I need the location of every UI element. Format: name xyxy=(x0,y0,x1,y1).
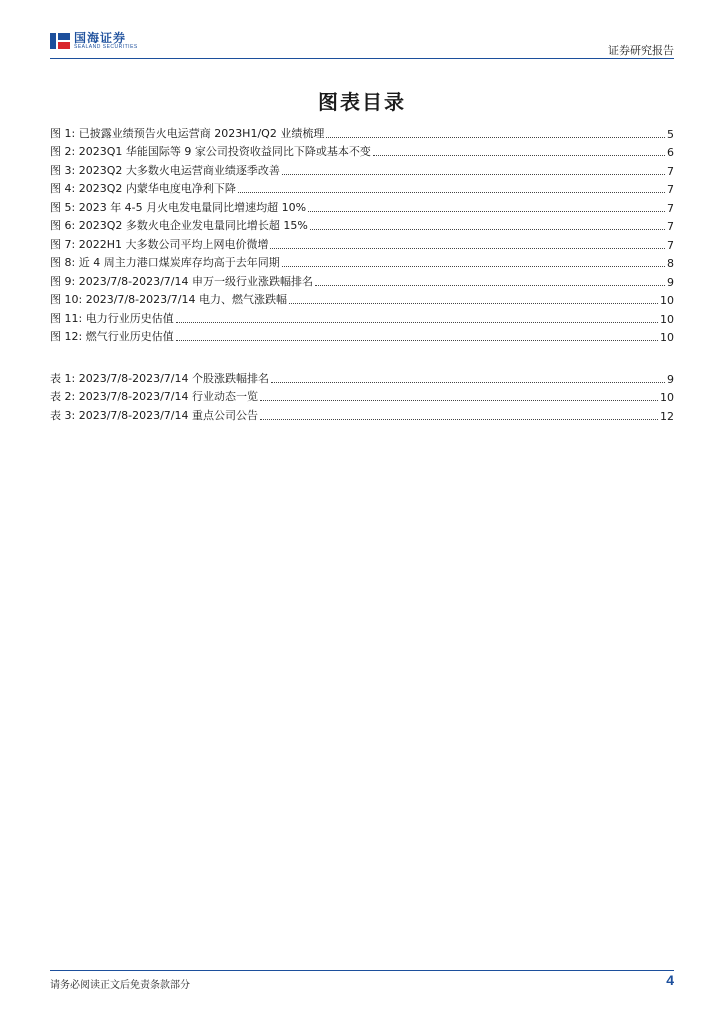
toc-entry-page: 6 xyxy=(667,146,674,159)
dot-leader xyxy=(238,191,665,193)
toc-entry-label: 图 11: 电力行业历史估值 xyxy=(50,311,174,325)
toc-entry-page: 7 xyxy=(667,201,674,215)
toc-entry-page: 10 xyxy=(660,312,674,326)
toc-title: 图表目录 xyxy=(318,90,406,114)
dot-leader xyxy=(282,265,665,267)
toc-entry-page: 9 xyxy=(667,275,674,289)
dot-leader xyxy=(289,302,658,304)
dot-leader xyxy=(176,321,658,323)
toc-entry-label: 图 6: 2023Q2 多数火电企业发电量同比增长超 15% xyxy=(50,219,308,232)
toc-entry[interactable] xyxy=(50,122,674,141)
toc-entry-label: 图 7: 2022H1 大多数公司平均上网电价微增 xyxy=(50,237,269,251)
dot-leader xyxy=(315,284,665,286)
dot-leader xyxy=(310,228,665,230)
report-type-label: 证券研究报告 xyxy=(608,44,674,57)
toc-entry-label: 图 10: 2023/7/8-2023/7/14 电力、燃气涨跌幅 xyxy=(50,293,287,306)
table-list xyxy=(50,367,674,423)
toc-entry-page: 8 xyxy=(667,257,674,270)
page-header xyxy=(50,30,674,60)
toc-entry-page: 7 xyxy=(667,220,674,233)
footer-divider xyxy=(50,970,674,971)
toc-entry-page: 10 xyxy=(660,331,674,344)
logo-name-cn: 国海证券 xyxy=(74,31,127,45)
toc-entry[interactable] xyxy=(50,196,674,215)
toc-entry[interactable] xyxy=(50,326,674,345)
sealand-logo-icon xyxy=(50,31,70,51)
footer-disclaimer: 请务必阅读正文后免责条款部分 xyxy=(50,980,190,991)
toc-entry[interactable] xyxy=(50,386,674,405)
toc-entry[interactable] xyxy=(50,141,674,160)
header-divider xyxy=(50,58,674,59)
toc-entry-label: 图 2: 2023Q1 华能国际等 9 家公司投资收益同比下降或基本不变 xyxy=(50,145,371,158)
toc-entry-page: 12 xyxy=(660,409,674,423)
toc-entry-label: 图 9: 2023/7/8-2023/7/14 申万一级行业涨跌幅排名 xyxy=(50,274,313,288)
toc-entry[interactable] xyxy=(50,178,674,197)
toc-entry[interactable] xyxy=(50,215,674,234)
toc-entry[interactable] xyxy=(50,252,674,271)
toc-entry-label: 图 8: 近 4 周主力港口煤炭库存均高于去年同期 xyxy=(50,256,280,269)
toc-entry[interactable] xyxy=(50,233,674,252)
toc-entry-page: 7 xyxy=(667,238,674,252)
toc-entry-label: 图 4: 2023Q2 内蒙华电度电净利下降 xyxy=(50,182,236,195)
toc-entry[interactable] xyxy=(50,307,674,326)
toc-entry-label: 表 1: 2023/7/8-2023/7/14 个股涨跌幅排名 xyxy=(50,371,269,385)
toc-entry-page: 7 xyxy=(667,183,674,196)
toc-entry-label: 图 12: 燃气行业历史估值 xyxy=(50,330,174,343)
toc-entry-label: 图 1: 已披露业绩预告火电运营商 2023H1/Q2 业绩梳理 xyxy=(50,126,325,140)
toc-entry-label: 图 3: 2023Q2 大多数火电运营商业绩逐季改善 xyxy=(50,163,280,177)
dot-leader xyxy=(176,339,658,341)
toc-entry-page: 10 xyxy=(660,294,674,307)
toc-entry[interactable] xyxy=(50,404,674,423)
toc-entry-page: 10 xyxy=(660,391,674,404)
toc-entry-page: 9 xyxy=(667,372,674,386)
toc-entry-page: 7 xyxy=(667,164,674,178)
dot-leader xyxy=(373,154,665,156)
dot-leader xyxy=(308,210,665,212)
dot-leader xyxy=(270,247,665,249)
dot-leader xyxy=(260,399,658,401)
toc-entry-label: 表 2: 2023/7/8-2023/7/14 行业动态一览 xyxy=(50,390,258,403)
toc-entry-label: 图 5: 2023 年 4-5 月火电发电量同比增速均超 10% xyxy=(50,200,307,214)
page-number: 4 xyxy=(666,972,674,988)
toc-entry[interactable] xyxy=(50,289,674,308)
figure-list xyxy=(50,122,674,344)
dot-leader xyxy=(271,381,665,383)
logo-name-en: SEALAND SECURITIES xyxy=(74,44,138,50)
toc-entry[interactable] xyxy=(50,159,674,178)
sealand-logo xyxy=(50,30,138,52)
dot-leader xyxy=(282,173,665,175)
toc-entry[interactable] xyxy=(50,270,674,289)
toc-entry-label: 表 3: 2023/7/8-2023/7/14 重点公司公告 xyxy=(50,408,258,422)
dot-leader xyxy=(326,136,665,138)
dot-leader xyxy=(260,418,658,420)
toc-entry-page: 5 xyxy=(667,127,674,141)
toc-entry[interactable] xyxy=(50,367,674,386)
